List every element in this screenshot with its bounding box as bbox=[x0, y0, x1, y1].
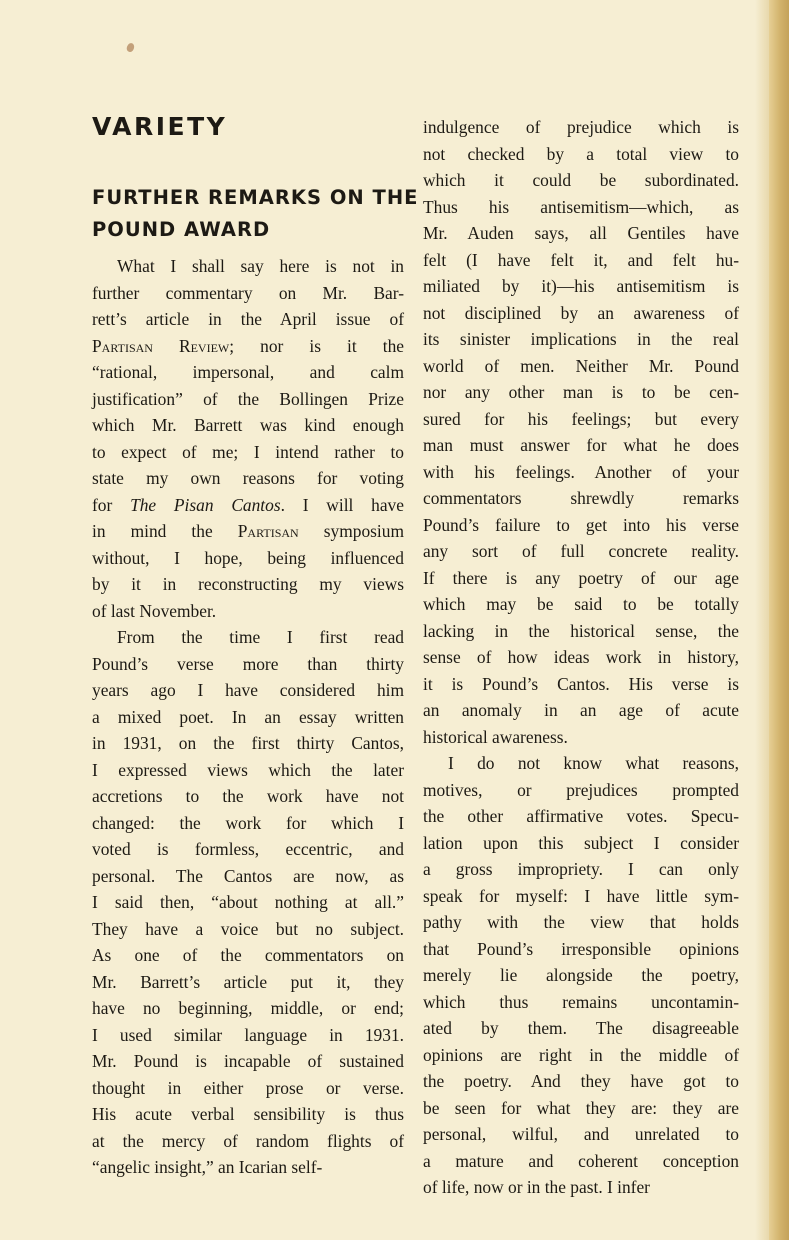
text-line: which may be said to be totally bbox=[423, 594, 739, 614]
text-line: personal, wilful, and unrelated to bbox=[423, 1124, 739, 1144]
text-line: a mature and coherent conception bbox=[423, 1150, 739, 1171]
text-line: the other affirmative votes. Specu- bbox=[423, 806, 739, 826]
text-line: of last November. bbox=[92, 600, 217, 621]
text-line: Pound’s verse more than thirty bbox=[92, 653, 404, 674]
text-line: indulgence of prejudice which is bbox=[423, 117, 739, 137]
text-line: commentators shrewdly remarks bbox=[423, 488, 739, 508]
text-line: for The Pisan Cantos. I will have bbox=[92, 494, 404, 515]
text-line: the poetry. And they have got to bbox=[423, 1071, 739, 1091]
text-line: a gross impropriety. I can only bbox=[423, 859, 739, 879]
text-line: Mr. Auden says, all Gentiles have bbox=[423, 223, 739, 243]
text-line: Pound’s failure to get into his verse bbox=[423, 514, 739, 535]
text-line: a mixed poet. In an essay written bbox=[92, 706, 404, 727]
paragraph bbox=[423, 114, 739, 750]
text-line: lation upon this subject I consider bbox=[423, 832, 739, 853]
paragraph bbox=[92, 253, 404, 624]
text-line: rett’s article in the April issue of bbox=[92, 309, 404, 329]
text-line: man must answer for what he does bbox=[423, 435, 739, 455]
text-line: justification” of the Bollingen Prize bbox=[92, 388, 404, 409]
text-line: lacking in the historical sense, the bbox=[423, 620, 739, 641]
text-line: speak for myself: I have little sym- bbox=[423, 885, 739, 906]
page-edge-shadow bbox=[755, 0, 769, 1240]
text-line: thought in either prose or verse. bbox=[92, 1077, 404, 1098]
article-title bbox=[92, 182, 419, 246]
text-line: its sinister implications in the real bbox=[423, 329, 739, 349]
text-line: As one of the commentators on bbox=[92, 945, 404, 965]
text-line: of life, now or in the past. I infer bbox=[423, 1177, 650, 1197]
text-line: in mind the Partisan symposium bbox=[92, 521, 404, 541]
text-line: personal. The Cantos are now, as bbox=[92, 865, 404, 886]
article-title-line: FURTHER REMARKS ON THE bbox=[92, 186, 419, 209]
text-line: From the time I first read bbox=[117, 627, 404, 647]
text-line: state my own reasons for voting bbox=[92, 468, 404, 488]
text-line: years ago I have considered him bbox=[92, 680, 404, 700]
text-line: sense of how ideas work in history, bbox=[423, 647, 739, 667]
ink-spot bbox=[126, 42, 136, 53]
text-line: be seen for what they are: they are bbox=[423, 1097, 739, 1118]
article-title-line: POUND AWARD bbox=[92, 218, 271, 241]
text-line: felt (I have felt it, and felt hu- bbox=[423, 249, 739, 270]
text-line: not checked by a total view to bbox=[423, 143, 739, 164]
text-line: without, I hope, being influenced bbox=[92, 547, 404, 568]
text-line: Thus his antisemitism—which, as bbox=[423, 196, 739, 217]
text-line: which thus remains uncontamin- bbox=[423, 991, 739, 1012]
text-line: I said then, “about nothing at all.” bbox=[92, 892, 404, 912]
text-line: with his feelings. Another of your bbox=[423, 461, 739, 482]
text-line: ated by them. The disagreeable bbox=[423, 1018, 739, 1038]
text-line: historical awareness. bbox=[423, 726, 568, 747]
text-line: Mr. Barrett’s article put it, they bbox=[92, 971, 404, 992]
text-line: an anomaly in an age of acute bbox=[423, 700, 739, 720]
text-line: by it in reconstructing my views bbox=[92, 574, 404, 594]
text-line: His acute verbal sensibility is thus bbox=[92, 1104, 404, 1124]
text-line: miliated by it)—his antisemitism is bbox=[423, 276, 739, 296]
text-line: What I shall say here is not in bbox=[117, 256, 404, 276]
text-line: If there is any poetry of our age bbox=[423, 567, 739, 588]
text-line: have no beginning, middle, or end; bbox=[92, 998, 404, 1018]
text-line: world of men. Neither Mr. Pound bbox=[423, 355, 739, 376]
text-line: merely lie alongside the poetry, bbox=[423, 965, 739, 985]
page-edge bbox=[769, 0, 789, 1240]
text-line: pathy with the view that holds bbox=[423, 912, 739, 932]
text-line: accretions to the work have not bbox=[92, 786, 404, 806]
text-line: They have a voice but no subject. bbox=[92, 918, 404, 939]
text-line: which Mr. Barrett was kind enough bbox=[92, 415, 404, 435]
text-line: that Pound’s irresponsible opinions bbox=[423, 938, 739, 959]
text-line: Mr. Pound is incapable of sustained bbox=[92, 1051, 404, 1071]
text-line: changed: the work for which I bbox=[92, 812, 404, 833]
text-line: which it could be subordinated. bbox=[423, 170, 739, 190]
text-line: any sort of full concrete reality. bbox=[423, 541, 739, 561]
text-line: I do not know what reasons, bbox=[448, 753, 739, 773]
text-line: I expressed views which the later bbox=[92, 759, 404, 780]
text-line: in 1931, on the first thirty Cantos, bbox=[92, 733, 404, 753]
text-line: motives, or prejudices prompted bbox=[423, 779, 739, 800]
text-line: “angelic insight,” an Icarian self- bbox=[92, 1157, 323, 1177]
paragraph bbox=[92, 624, 404, 1181]
text-line: nor any other man is to be cen- bbox=[423, 382, 739, 402]
text-line: to expect of me; I intend rather to bbox=[92, 441, 404, 462]
left-column bbox=[92, 253, 404, 1181]
text-line: at the mercy of random flights of bbox=[92, 1130, 404, 1151]
text-line: opinions are right in the middle of bbox=[423, 1044, 739, 1065]
section-heading: VARIETY bbox=[92, 112, 228, 141]
text-line: further commentary on Mr. Bar- bbox=[92, 282, 404, 303]
text-line: Partisan Review; nor is it the bbox=[92, 335, 404, 356]
paragraph bbox=[423, 750, 739, 1201]
text-line: “rational, impersonal, and calm bbox=[92, 362, 404, 382]
text-line: it is Pound’s Cantos. His verse is bbox=[423, 673, 739, 694]
right-column bbox=[423, 114, 739, 1201]
text-line: voted is formless, eccentric, and bbox=[92, 839, 404, 859]
text-line: I used similar language in 1931. bbox=[92, 1024, 404, 1045]
text-line: sured for his feelings; but every bbox=[423, 408, 739, 429]
text-line: not disciplined by an awareness of bbox=[423, 302, 739, 323]
